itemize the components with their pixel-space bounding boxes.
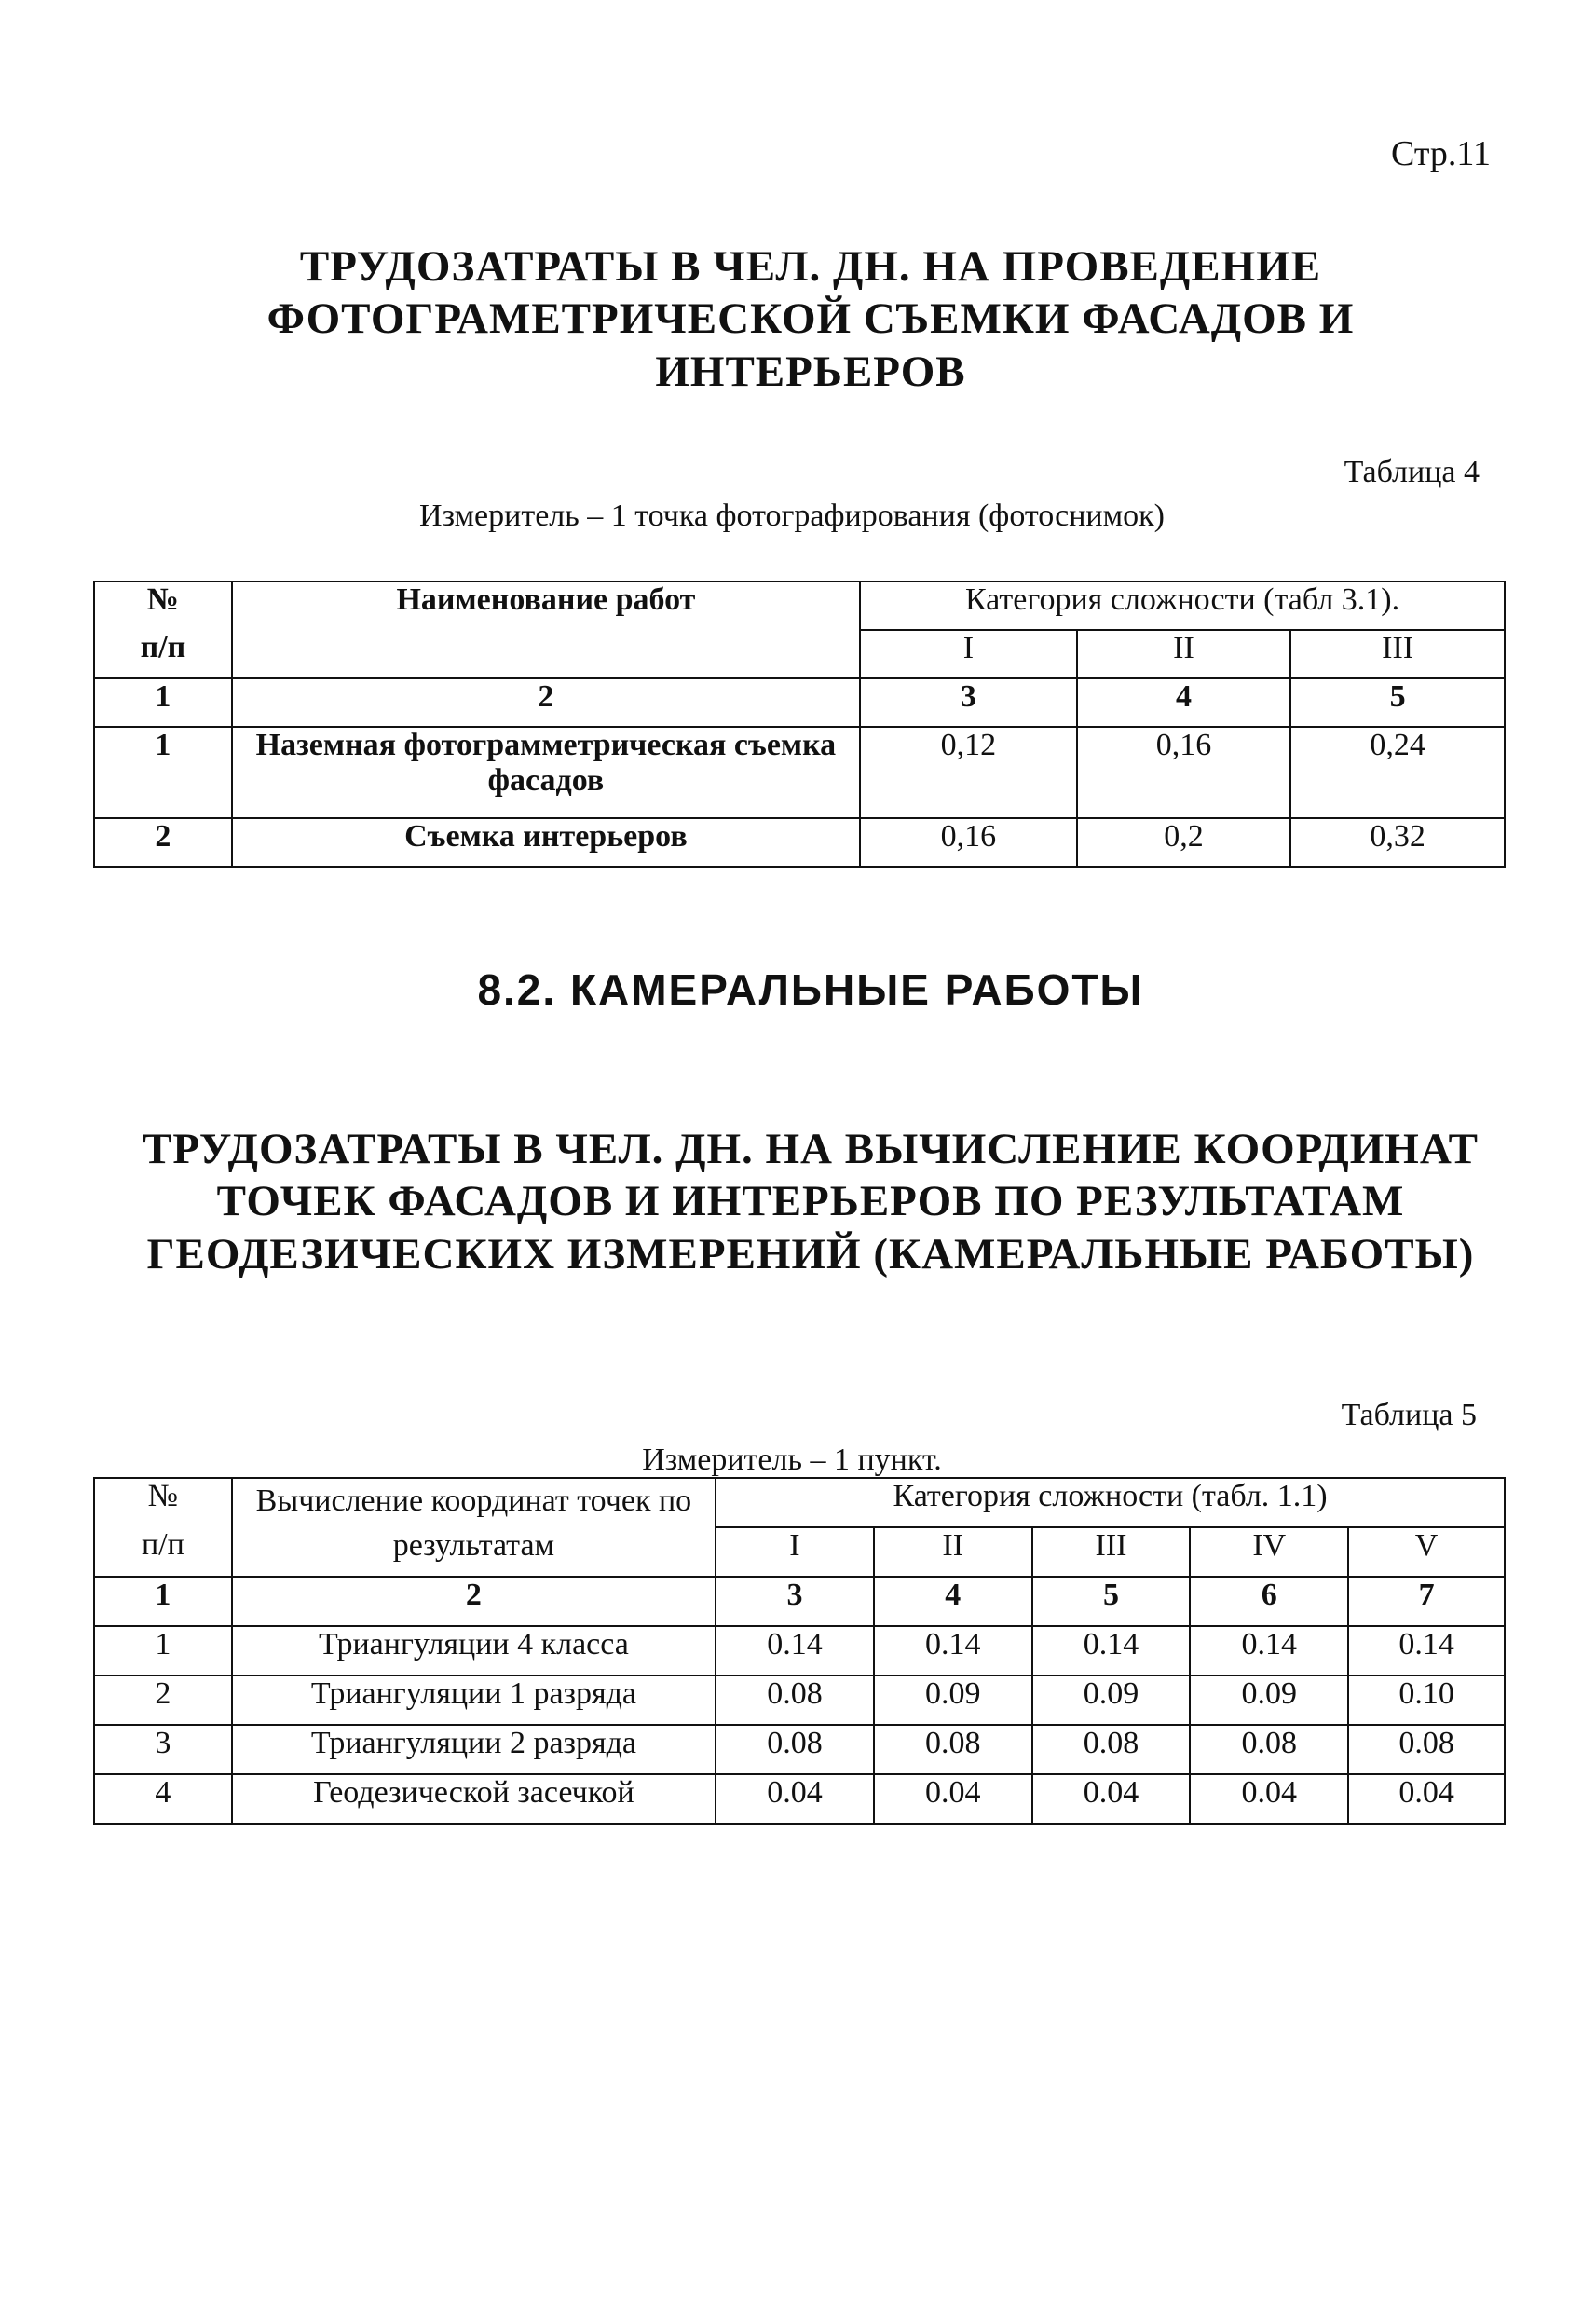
row-work-name: Геодезической засечкой [232,1774,716,1824]
section-title: 8.2. КАМЕРАЛЬНЫЕ РАБОТЫ [477,965,1144,1014]
index-cell: 4 [874,1577,1032,1626]
row-value: 0,16 [860,818,1077,867]
row-value: 0,12 [860,727,1077,818]
row-value: 0.04 [1032,1774,1191,1824]
heading-photogrammetry: ТРУДОЗАТРАТЫ В ЧЕЛ. ДН. НА ПРОВЕДЕНИЕ ФОТОГРАМЕТРИЧЕСКОЙ СЪЕМКИ ФАСАДОВ И ИНТЕРЬЕРОВ [266,242,1355,396]
heading-calculation: ТРУДОЗАТРАТЫ В ЧЕЛ. ДН. НА ВЫЧИСЛЕНИЕ КООРДИНАТ ТОЧЕК ФАСАДОВ И ИНТЕРЬЕРОВ ПО РЕЗУЛЬТАТАМ ГЕОДЕЗИЧЕСКИХ ИЗМЕРЕНИЙ (КАМЕРАЛЬНЫЕ РАБОТЫ) [143,1125,1479,1279]
row-value: 0,32 [1290,818,1505,867]
row-value: 0.08 [874,1725,1032,1774]
header-work-name: Вычисление координат точек по результатам [232,1478,716,1577]
index-cell: 7 [1348,1577,1505,1626]
header-cat-5: V [1348,1527,1505,1577]
row-value: 0,2 [1077,818,1291,867]
header-category: Категория сложности (табл 3.1). [860,581,1505,630]
row-value: 0,16 [1077,727,1291,818]
row-value: 0,24 [1290,727,1505,818]
table-row [94,1626,1505,1675]
header-cat-1: I [716,1527,874,1577]
header-no-pp: п/п [94,630,232,678]
index-cell: 1 [94,678,232,727]
row-work-name: Триангуляции 2 разряда [232,1725,716,1774]
index-cell: 5 [1032,1577,1191,1626]
row-value: 0.09 [1032,1675,1191,1725]
row-value: 0.08 [1348,1725,1505,1774]
header-cat-2: II [1077,630,1291,678]
row-value: 0.14 [1190,1626,1348,1675]
table-5 [93,1477,1506,1825]
table-4 [93,581,1506,868]
table-row [94,1725,1505,1774]
index-cell: 4 [1077,678,1291,727]
header-category: Категория сложности (табл. 1.1) [716,1478,1505,1527]
table4-measure: Измеритель – 1 точка фотографирования (фотоснимок) [419,499,1165,533]
row-value: 0.14 [1032,1626,1191,1675]
table-row [94,727,1505,818]
row-value: 0.14 [874,1626,1032,1675]
header-cat-4: IV [1190,1527,1348,1577]
row-work-name: Триангуляции 4 класса [232,1626,716,1675]
page-number: Стр.11 [1390,134,1491,173]
row-work-name: Съемка интерьеров [232,818,860,867]
header-no: № [94,581,232,630]
row-value: 0.08 [1032,1725,1191,1774]
row-value: 0.04 [716,1774,874,1824]
table4-label: Таблица 4 [1344,455,1480,489]
row-value: 0.14 [716,1626,874,1675]
row-value: 0.08 [716,1725,874,1774]
index-cell: 3 [716,1577,874,1626]
index-cell: 1 [94,1577,232,1626]
row-number: 1 [94,727,232,818]
header-cat-3: III [1032,1527,1191,1577]
header-cat-1: I [860,630,1077,678]
row-value: 0.04 [1348,1774,1505,1824]
index-cell: 5 [1290,678,1505,727]
row-value: 0.04 [1190,1774,1348,1824]
table-row [94,1774,1505,1824]
header-no: № [94,1478,232,1527]
index-cell: 2 [232,678,860,727]
row-value: 0.14 [1348,1626,1505,1675]
index-cell: 3 [860,678,1077,727]
row-value: 0.08 [716,1675,874,1725]
header-no-pp: п/п [94,1527,232,1577]
row-value: 0.08 [1190,1725,1348,1774]
row-number: 3 [94,1725,232,1774]
index-cell: 6 [1190,1577,1348,1626]
index-cell: 2 [232,1577,716,1626]
row-number: 1 [94,1626,232,1675]
table-row [94,1675,1505,1725]
row-work-name: Триангуляции 1 разряда [232,1675,716,1725]
row-value: 0.09 [874,1675,1032,1725]
row-value: 0.09 [1190,1675,1348,1725]
row-value: 0.10 [1348,1675,1505,1725]
row-number: 4 [94,1774,232,1824]
row-value: 0.04 [874,1774,1032,1824]
row-number: 2 [94,818,232,867]
table-row [94,818,1505,867]
header-cat-3: III [1290,630,1505,678]
row-number: 2 [94,1675,232,1725]
row-work-name: Наземная фотограмметрическая съемка фасадов [232,727,860,818]
header-cat-2: II [874,1527,1032,1577]
table5-measure: Измеритель – 1 пункт. [642,1443,942,1477]
table5-label: Таблица 5 [1341,1398,1477,1432]
header-work-name: Наименование работ [232,581,860,678]
